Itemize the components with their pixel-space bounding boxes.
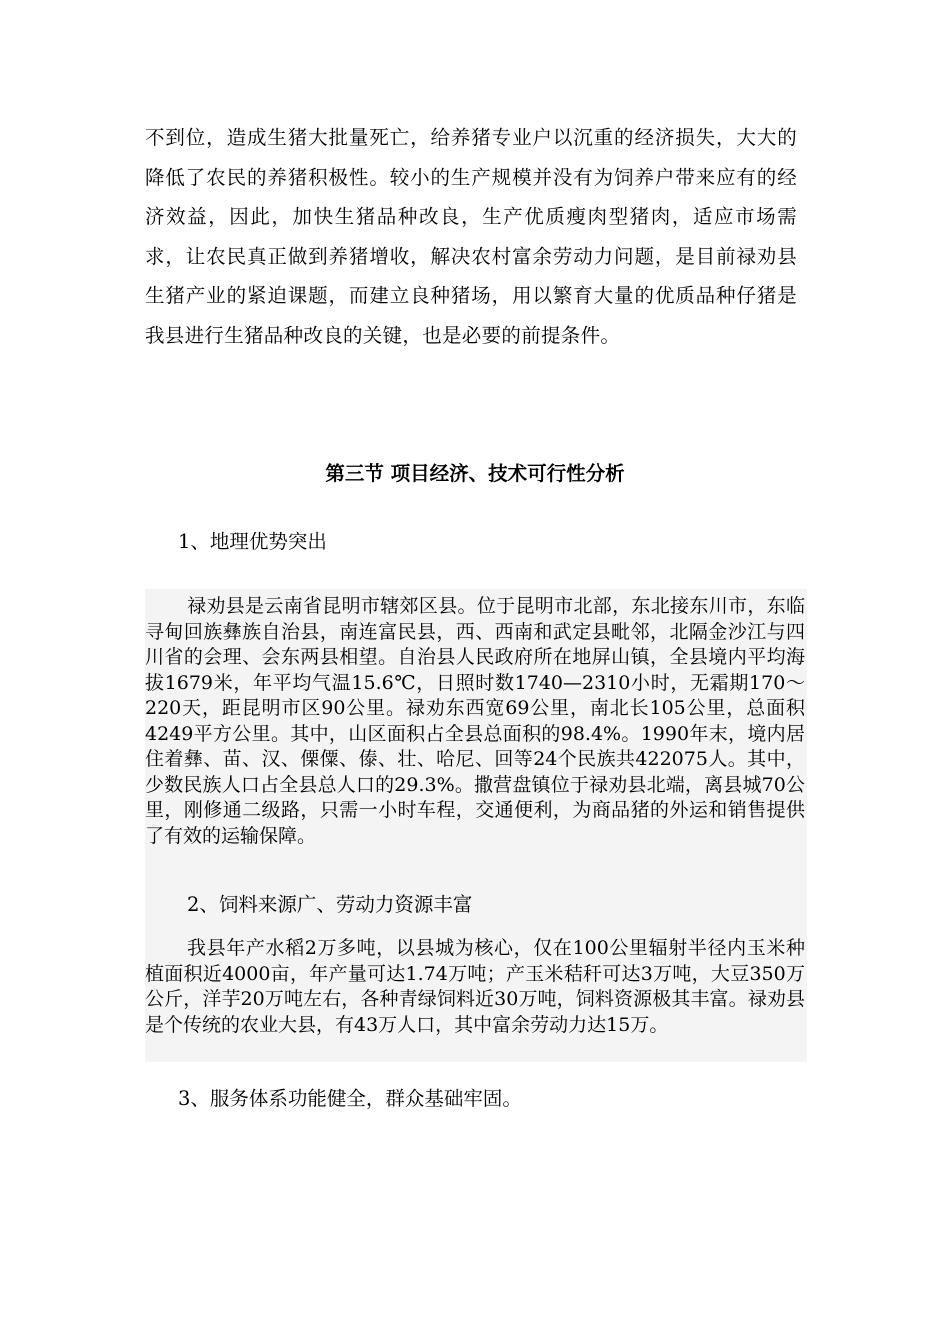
intro-paragraph: 不到位，造成生猪大批量死亡，给养猪专业户以沉重的经济损失，大大的降低了农民的养猪积极性。较小的生产规模并没有为饲养户带来应有的经济效益，因此，加快生猪品种改良，生产优质瘦肉型猪肉，适应市场需求，让农民真正做到养猪增收，解决农村富余劳动力问题，是目前禄劝县生猪产业的紧迫课题，而建立良种猪场，用以繁育大量的优质品种仔猪是我县进行生猪品种改良的关键，也是必要的前提条件。 <box>145 126 797 347</box>
section-title: 第三节 项目经济、技术可行性分析 <box>325 462 625 485</box>
heading-service-system: 3、服务体系功能健全，群众基础牢固。 <box>178 1087 522 1110</box>
heading-geographic-advantage: 1、地理优势突出 <box>178 530 327 553</box>
paragraph-feed-labor: 我县年产水稻2万多吨，以县城为核心，仅在100公里辐射半径内玉米种植面积近4000亩，年产量可达1.74万吨；产玉米秸秆可达3万吨，大豆350万公斤，洋芋20万吨左右，各种青绿饲料近30万吨，饲料资源极其丰富。禄劝县是个传统的农业大县，有43万人口，其中富余劳动力达15万。 <box>145 937 805 1036</box>
paragraph-geography: 禄劝县是云南省昆明市辖郊区县。位于昆明市北部，东北接东川市，东临寻甸回族彝族自治县，南连富民县，西、西南和武定县毗邻，北隔金沙江与四川省的会理、会东两县相望。自治县人民政府所在地屏山镇，全县境内平均海拔1679米，年平均气温15.6℃，日照时数1740—2310小时，无霜期170～220天，距昆明市区90公里。禄劝东西宽69公里，南北长105公里，总面积4249平方公里。其中，山区面积占全县总面积的98.4%。1990年末，境内居住着彝、苗、汉、傈僳、傣、壮、哈尼、回等24个民族共422075人。其中，少数民族人口占全县总人口的29.3%。撒营盘镇位于禄劝县北端，离县城70公里，刚修通二级路，只需一小时车程，交通便利，为商品猪的外运和销售提供了有效的运输保障。 <box>145 595 805 847</box>
heading-feed-labor: 2、饲料来源广、劳动力资源丰富 <box>187 893 473 916</box>
